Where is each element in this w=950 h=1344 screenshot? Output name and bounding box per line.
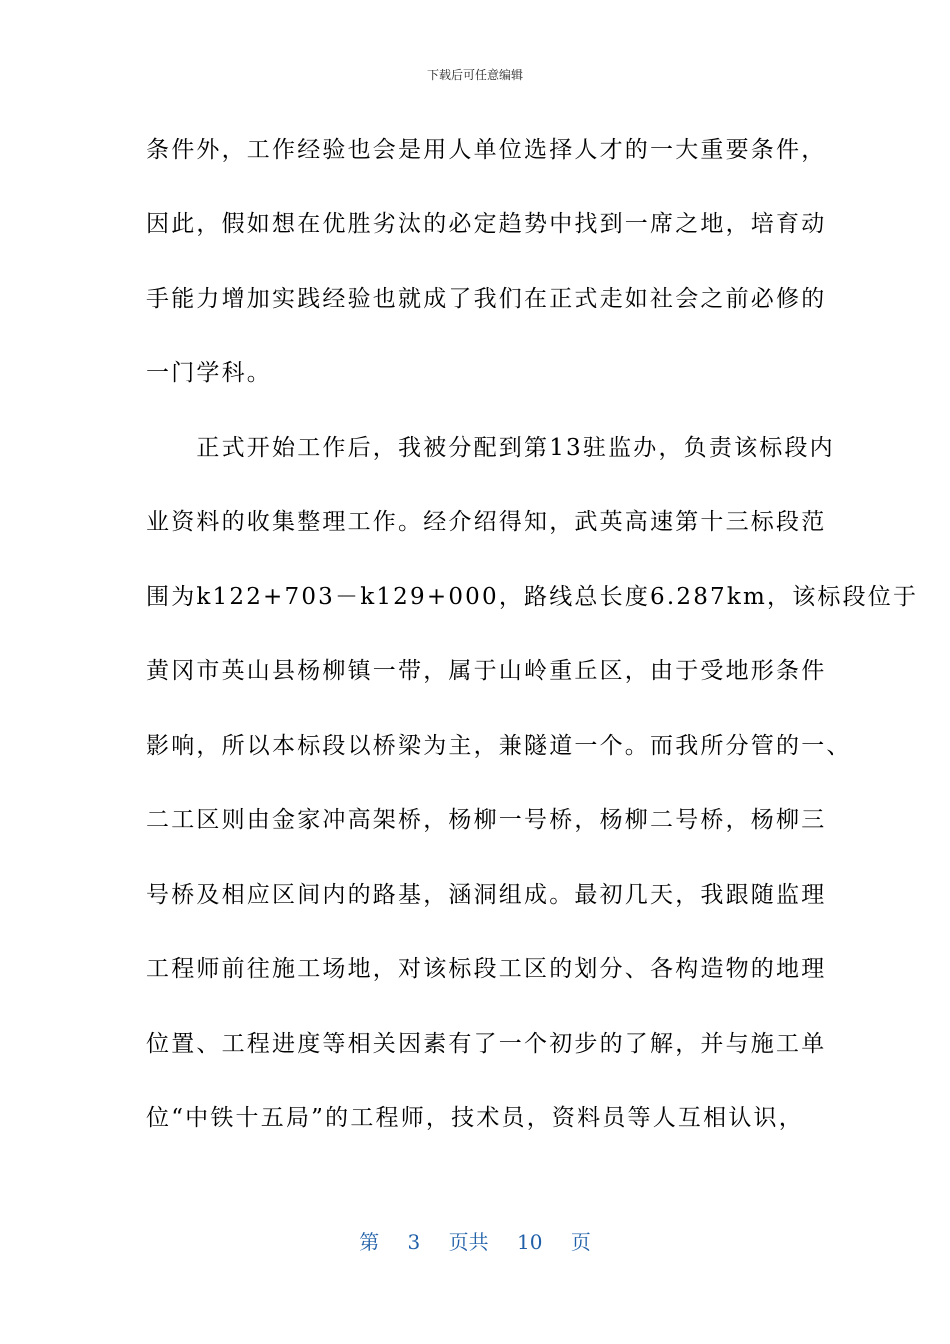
page-footer xyxy=(0,1226,950,1255)
text-line: 影响，所以本标段以桥梁为主，兼隧道一个。而我所分管的一、 xyxy=(146,733,852,759)
footer-middle: 页共 xyxy=(448,1230,489,1254)
text-line: 号桥及相应区间内的路基，涵洞组成。最初几天，我跟随监理 xyxy=(146,882,827,908)
text-line: 手能力增加实践经验也就成了我们在正式走如社会之前必修的 xyxy=(146,286,827,312)
footer-prefix: 第 xyxy=(359,1230,380,1254)
footer-page-number: 3 xyxy=(407,1230,421,1254)
text-line: 因此，假如想在优胜劣汰的必定趋势中找到一席之地，培育动 xyxy=(146,211,827,237)
footer-total-pages: 10 xyxy=(517,1230,543,1254)
text-line: 业资料的收集整理工作。经介绍得知，武英高速第十三标段范 xyxy=(146,509,827,535)
text-line: 围为k122+703－k129+000，路线总长度6.287km，该标段位于 xyxy=(146,584,919,610)
text-line: 二工区则由金家冲高架桥，杨柳一号桥，杨柳二号桥，杨柳三 xyxy=(146,807,827,833)
page-header: 下载后可任意编辑 xyxy=(426,68,523,82)
footer-suffix: 页 xyxy=(570,1230,591,1254)
text-line: 位置、工程进度等相关因素有了一个初步的了解，并与施工单 xyxy=(146,1031,827,1057)
text-line: 一门学科。 xyxy=(146,360,272,386)
text-line: 黄冈市英山县杨柳镇一带，属于山岭重丘区，由于受地形条件 xyxy=(146,658,827,684)
text-line: 位“中铁十五局”的工程师，技术员，资料员等人互相认识， xyxy=(146,1105,804,1131)
text-line: 正式开始工作后，我被分配到第13驻监办，负责该标段内 xyxy=(146,435,835,461)
text-line: 条件外，工作经验也会是用人单位选择人才的一大重要条件， xyxy=(146,137,827,163)
text-line: 工程师前往施工场地，对该标段工区的划分、各构造物的地理 xyxy=(146,956,827,982)
